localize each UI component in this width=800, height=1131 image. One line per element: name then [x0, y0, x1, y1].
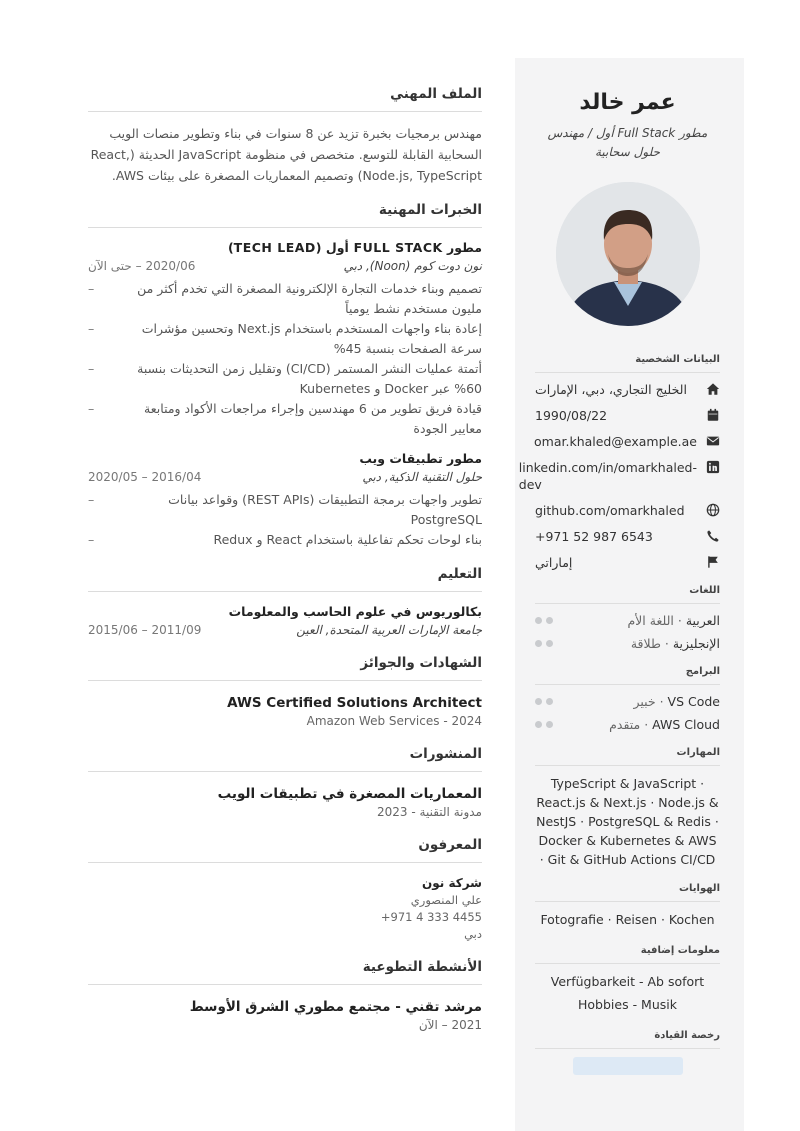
reference-phone: +971 4 333 4455	[380, 910, 482, 924]
software-item: AWS Cloud · متقدم	[535, 716, 720, 733]
email-icon	[706, 434, 720, 448]
license-heading: رخصة القيادة	[535, 1030, 720, 1049]
rating-dots	[535, 698, 553, 705]
sidebar	[515, 58, 744, 1131]
linkedin-item[interactable]	[518, 459, 720, 493]
job-date: 2016/04 – 2020/05	[88, 470, 202, 484]
nationality-text: إماراتي	[535, 555, 573, 570]
reference-person: علي المنصوري	[410, 893, 482, 907]
software-list	[535, 693, 720, 733]
job-bullet: تصميم وبناء خدمات التجارة الإلكترونية المصغرة التي تخدم أكثر من مليون مستخدم نشط يومياً –	[88, 279, 482, 319]
job-date: 2020/06 – حتى الآن	[88, 259, 196, 273]
linkedin-link[interactable]: linkedin.com/in/omarkhaled-dev	[518, 460, 697, 492]
nationality-item	[535, 554, 720, 571]
personal-info-list	[518, 381, 720, 571]
job-title: مطور تطبيقات ويب	[359, 451, 482, 466]
rating-dots	[535, 640, 553, 647]
language-name: الإنجليزية	[672, 636, 720, 651]
education-heading: التعليم	[88, 566, 482, 592]
cert-issuer: Amazon Web Services - 2024	[306, 714, 482, 728]
extra-info-heading: معلومات إضافية	[535, 945, 720, 964]
software-name: VS Code	[667, 694, 720, 709]
publications-heading: المنشورات	[88, 746, 482, 772]
job-entry	[88, 240, 482, 439]
languages-list	[535, 612, 720, 652]
phone-icon	[706, 529, 720, 543]
software-level: متقدم	[609, 717, 641, 732]
language-level: اللغة الأم	[627, 613, 674, 628]
rating-dots	[535, 617, 553, 624]
job-bullet: قيادة فريق تطوير من 6 مهندسين وإجراء مراجعات الأكواد ومتابعة معايير الجودة –	[88, 399, 482, 439]
software-level: خبير	[633, 694, 656, 709]
calendar-icon	[706, 408, 720, 422]
job-bullet: إعادة بناء واجهات المستخدم باستخدام Next.js وتحسين مؤشرات سرعة الصفحات بنسبة 45% –	[88, 319, 482, 359]
job-company: حلول التقنية الذكية, دبي	[362, 470, 482, 484]
languages-heading: اللغات	[535, 585, 720, 604]
candidate-name: عمر خالد	[579, 90, 676, 115]
phone-text: +971 52 987 6543	[535, 529, 653, 544]
language-level: طلاقة	[630, 636, 661, 651]
extra-info-line: Verfügbarkeit - Ab sofort	[550, 974, 705, 989]
extra-info-list	[535, 970, 720, 1016]
rating-dots	[535, 721, 553, 728]
skills-text: TypeScript & JavaScript · React.js & Next.js · Node.js & NestJS · PostgreSQL & Redis · Docker & Kubernetes & AWS · Git & GitHub Actions CI/CD	[536, 776, 719, 867]
skills-heading: المهارات	[535, 747, 720, 766]
job-entry	[88, 451, 482, 550]
software-heading: البرامج	[535, 666, 720, 685]
school-name: جامعة الإمارات العربية المتحدة, العين	[296, 623, 482, 637]
job-company: نون دوت كوم (Noon), دبي	[343, 259, 482, 273]
globe-icon	[706, 503, 720, 517]
education-date: 2011/09 – 2015/06	[88, 623, 202, 637]
github-link[interactable]: github.com/omarkhaled	[535, 503, 685, 518]
software-name: AWS Cloud	[652, 717, 720, 732]
extra-info-line: Hobbies - Musik	[578, 997, 677, 1012]
address-item	[535, 381, 720, 398]
cert-title: AWS Certified Solutions Architect	[227, 695, 482, 711]
job-bullets	[88, 279, 482, 439]
job-title: مطور FULL STACK أول (TECH LEAD)	[227, 240, 482, 255]
publication-title: المعماريات المصغرة في تطبيقات الويب	[217, 786, 482, 802]
phone-item	[535, 528, 720, 545]
volunteer-title: مرشد تقني - مجتمع مطوري الشرق الأوسط	[189, 999, 482, 1015]
linkedin-icon	[706, 460, 720, 474]
references-heading: المعرفون	[88, 837, 482, 863]
profile-heading: الملف المهني	[88, 86, 482, 112]
job-bullets	[88, 490, 482, 550]
language-item: الإنجليزية · طلاقة	[535, 635, 720, 652]
hobbies-heading: الهوايات	[535, 883, 720, 902]
github-item[interactable]	[535, 502, 720, 519]
volunteer-heading: الأنشطة التطوعية	[88, 959, 482, 985]
job-bullet: أتمتة عمليات النشر المستمر (CI/CD) وتقليل زمن التحديثات بنسبة 60% عبر Docker و Kubernetes –	[88, 359, 482, 399]
profile-photo	[556, 182, 700, 326]
publication-source: مدونة التقنية - 2023	[377, 805, 482, 819]
volunteer-date: 2021 – الآن	[418, 1018, 482, 1032]
degree-title: بكالوريوس في علوم الحاسب والمعلومات	[228, 604, 482, 619]
license-badge	[573, 1057, 683, 1075]
address-text: الخليج التجاري، دبي، الإمارات	[535, 382, 687, 397]
software-item: VS Code · خبير	[535, 693, 720, 710]
language-name: العربية	[685, 613, 720, 628]
language-item: العربية · اللغة الأم	[535, 612, 720, 629]
home-icon	[706, 382, 720, 396]
main-content	[88, 86, 482, 1034]
email-link[interactable]: omar.khaled@example.ae	[534, 434, 697, 449]
experience-heading: الخبرات المهنية	[88, 202, 482, 228]
hobbies-text: Fotografie · Reisen · Kochen	[540, 912, 715, 927]
certifications-heading: الشهادات والجوائز	[88, 655, 482, 681]
job-bullet: بناء لوحات تحكم تفاعلية باستخدام React و Redux –	[88, 530, 482, 550]
personal-info-heading: البيانات الشخصية	[535, 354, 720, 373]
birthdate-item	[535, 407, 720, 424]
birthdate-text: 1990/08/22	[535, 408, 608, 423]
job-bullet: تطوير واجهات برمجة التطبيقات (REST APIs) وقواعد بيانات PostgreSQL –	[88, 490, 482, 530]
reference-company: شركة نون	[422, 876, 482, 890]
candidate-title: مطور Full Stack أول / مهندس حلول سحابية	[547, 126, 708, 159]
profile-summary: مهندس برمجيات بخبرة تزيد عن 8 سنوات في بناء وتطوير منصات الويب السحابية القابلة للتوسع. متخصص في منظومة JavaScript الحديثة (React, Node.js, TypeScript) وتصميم المعماريات المصغرة على بيئات AWS.	[90, 126, 482, 183]
flag-icon	[706, 555, 720, 569]
reference-city: دبي	[464, 927, 482, 941]
email-item[interactable]	[535, 433, 720, 450]
